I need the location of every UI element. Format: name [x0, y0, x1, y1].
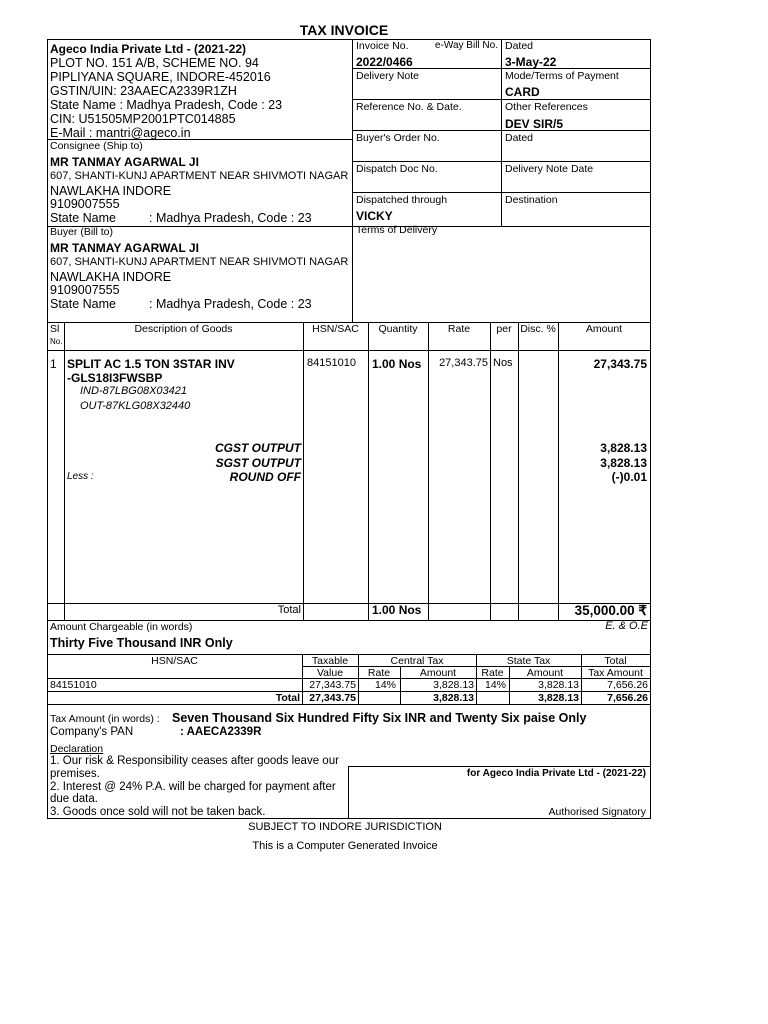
frame-right	[650, 39, 651, 819]
total-amount: 35,000.00 ₹	[574, 603, 647, 618]
reference-label: Reference No. & Date.	[356, 101, 462, 113]
pan-value: : AAECA2339R	[180, 726, 262, 738]
buyer-address-1: 607, SHANTI-KUNJ APARTMENT NEAR SHIVMOTI NAGAR	[50, 256, 349, 268]
dated-label: Dated	[505, 40, 534, 52]
tax-col-total-2: Tax Amount	[588, 667, 643, 679]
amount-words-value: Thirty Five Thousand INR Only	[50, 636, 233, 650]
tax-label-roundoff: ROUND OFF	[229, 470, 301, 484]
col-sl: Sl	[50, 323, 60, 335]
col-quantity: Quantity	[378, 323, 418, 335]
order-dated-label: Dated	[505, 132, 534, 144]
dispatched-through-label: Dispatched through	[356, 194, 448, 206]
item-quantity: 1.00 Nos	[372, 357, 422, 371]
tax-col-taxable-2: Value	[316, 667, 344, 679]
total-label: Total	[277, 604, 301, 616]
declaration-line-1a: 1. Our risk & Responsibility ceases after goods leave our	[50, 755, 339, 767]
consignee-address-2: NAWLAKHA INDORE	[50, 184, 172, 198]
declaration-line-2b: due data.	[50, 793, 98, 805]
seller-address-1: PLOT NO. 151 A/B, SCHEME NO. 94	[50, 56, 259, 70]
mode-payment-label: Mode/Terms of Payment	[505, 70, 619, 82]
item-rate: 27,343.75	[439, 357, 488, 369]
buyer-state-label: State Name	[50, 297, 117, 311]
col-disc: Disc. %	[520, 323, 556, 335]
dispatch-doc-label: Dispatch Doc No.	[356, 163, 438, 175]
invoice-date: 3-May-22	[505, 55, 557, 69]
jurisdiction: SUBJECT TO INDORE JURISDICTION	[248, 821, 442, 833]
tax-col-state: State Tax	[506, 655, 551, 667]
tax-col-state-rate: Rate	[481, 667, 504, 679]
dispatched-through: VICKY	[356, 209, 393, 223]
tax-col-central-amount: Amount	[419, 667, 457, 679]
col-amount: Amount	[585, 323, 623, 335]
item-amount: 27,343.75	[593, 357, 647, 371]
consignee-name: MR TANMAY AGARWAL JI	[50, 155, 199, 169]
tax-amount-cgst: 3,828.13	[600, 441, 647, 455]
col-description: Description of Goods	[134, 323, 233, 335]
tax-words-label: Tax Amount (in words) :	[50, 713, 160, 725]
buyers-order-label: Buyer's Order No.	[356, 132, 440, 144]
less-label: Less :	[67, 471, 94, 482]
tax-row-state-amount: 3,828.13	[538, 679, 579, 691]
tax-total-state: 3,828.13	[538, 692, 579, 704]
col-no: No.	[50, 337, 63, 346]
tax-col-state-amount: Amount	[526, 667, 564, 679]
frame-top	[47, 39, 651, 40]
destination-label: Destination	[505, 194, 558, 206]
other-references: DEV SIR/5	[505, 117, 564, 131]
consignee-phone: 9109007555	[50, 197, 120, 211]
tax-words-value: Seven Thousand Six Hundred Fifty Six INR and Twenty Six paise Only	[172, 711, 587, 725]
tax-total-taxable: 27,343.75	[309, 692, 356, 704]
consignee-state-value: : Madhya Pradesh, Code : 23	[149, 211, 312, 225]
col-rate: Rate	[447, 323, 471, 335]
tax-row-central-amount: 3,828.13	[433, 679, 474, 691]
item-sl: 1	[50, 357, 57, 371]
frame-bottom	[47, 818, 651, 819]
seller-state: State Name : Madhya Pradesh, Code : 23	[50, 98, 283, 112]
item-name-2: -GLS18I3FWSBP	[67, 371, 163, 385]
buyer-heading: Buyer (Bill to)	[50, 226, 114, 238]
delivery-note-date-label: Delivery Note Date	[505, 163, 594, 175]
declaration-line-3: 3. Goods once sold will not be taken back.	[50, 806, 266, 818]
tax-amount-sgst: 3,828.13	[600, 456, 647, 470]
tax-col-central-rate: Rate	[367, 667, 391, 679]
invoice-no-label: Invoice No.	[356, 40, 409, 52]
other-references-label: Other References	[505, 101, 588, 113]
col-hsn: HSN/SAC	[312, 323, 359, 335]
invoice-no: 2022/0466	[356, 55, 413, 69]
tax-amount-roundoff: (-)0.01	[611, 470, 647, 484]
tax-total-amount: 7,656.26	[607, 692, 648, 704]
seller-gstin: GSTIN/UIN: 23AAECA2339R1ZH	[50, 84, 237, 98]
tax-label-cgst: CGST OUTPUT	[215, 441, 301, 455]
tax-col-total-1: Total	[604, 655, 627, 667]
buyer-phone: 9109007555	[50, 283, 120, 297]
item-hsn: 84151010	[307, 357, 356, 369]
delivery-note-label: Delivery Note	[356, 70, 420, 82]
pan-label: Company's PAN	[50, 726, 134, 738]
consignee-heading: Consignee (Ship to)	[50, 140, 143, 152]
terms-delivery-label: Terms of Delivery	[356, 224, 438, 236]
item-name-1: SPLIT AC 1.5 TON 3STAR INV	[67, 357, 235, 371]
computer-generated-note: This is a Computer Generated Invoice	[252, 840, 438, 852]
tax-row-state-rate: 14%	[484, 679, 506, 691]
eway-bill-label: e-Way Bill No.	[435, 40, 498, 51]
col-per: per	[496, 323, 512, 335]
total-quantity: 1.00 Nos	[372, 603, 422, 617]
authorised-signatory: Authorised Signatory	[548, 806, 646, 818]
buyer-state-value: : Madhya Pradesh, Code : 23	[149, 297, 312, 311]
tax-col-taxable-1: Taxable	[311, 655, 349, 667]
tax-col-central: Central Tax	[390, 655, 444, 667]
tax-row-hsn: 84151010	[50, 679, 97, 691]
tax-label-sgst: SGST OUTPUT	[215, 456, 301, 470]
declaration-line-2a: 2. Interest @ 24% P.A. will be charged for payment after	[50, 781, 336, 793]
item-per: Nos	[493, 357, 513, 369]
consignee-state-label: State Name	[50, 211, 117, 225]
declaration-line-1b: premises.	[50, 768, 100, 780]
buyer-name: MR TANMAY AGARWAL JI	[50, 241, 199, 255]
item-serial-1: IND-87LBG08X03421	[80, 385, 188, 397]
buyer-address-2: NAWLAKHA INDORE	[50, 270, 172, 284]
tax-total-label: Total	[275, 692, 300, 704]
tax-total-central: 3,828.13	[433, 692, 474, 704]
eoe-label: E. & O.E	[605, 620, 648, 632]
page-title: TAX INVOICE	[299, 22, 389, 38]
mode-payment: CARD	[505, 85, 540, 99]
seller-cin: CIN: U51505MP2001PTC014885	[50, 112, 236, 126]
consignee-address-1: 607, SHANTI-KUNJ APARTMENT NEAR SHIVMOTI NAGAR	[50, 170, 349, 182]
item-serial-2: OUT-87KLG08X32440	[80, 400, 191, 412]
tax-row-central-rate: 14%	[374, 679, 396, 691]
tax-row-total: 7,656.26	[607, 679, 648, 691]
tax-col-hsn: HSN/SAC	[151, 655, 198, 667]
seller-address-2: PIPLIYANA SQUARE, INDORE-452016	[50, 70, 271, 84]
signature-for: for Ageco India Private Ltd - (2021-22)	[466, 768, 646, 779]
amount-words-label: Amount Chargeable (in words)	[50, 621, 193, 633]
seller-email: E-Mail : mantri@ageco.in	[50, 126, 191, 140]
declaration-heading: Declaration	[50, 743, 104, 755]
seller-name: Ageco India Private Ltd - (2021-22)	[50, 42, 247, 56]
tax-row-taxable: 27,343.75	[309, 679, 356, 691]
